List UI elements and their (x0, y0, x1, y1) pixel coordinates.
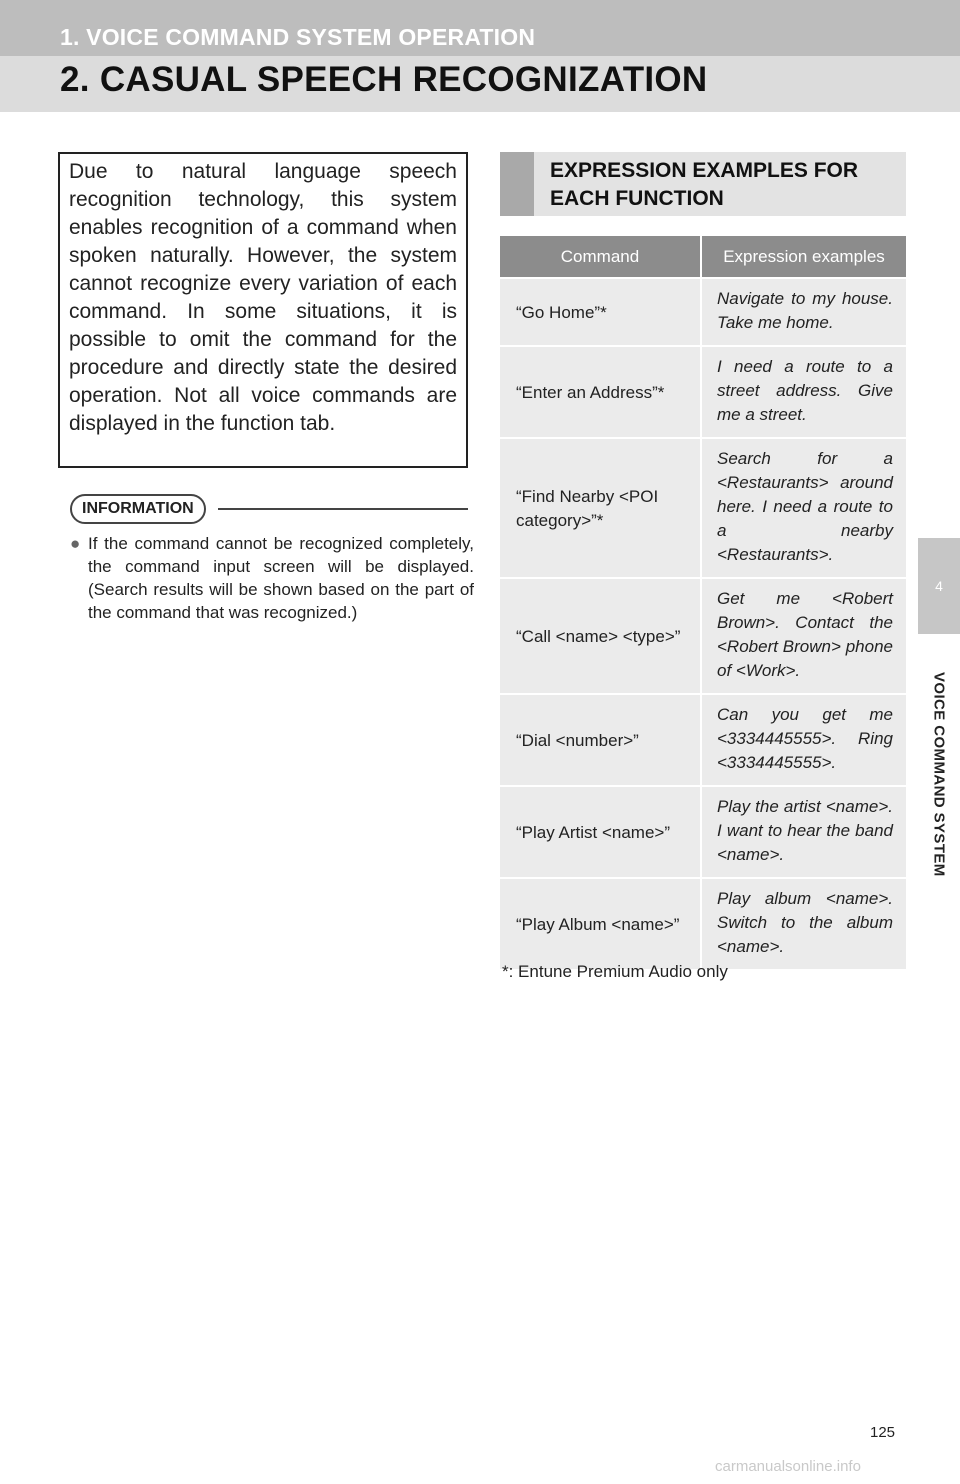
page-header (0, 0, 960, 112)
table-footnote: *: Entune Premium Audio only (502, 962, 728, 981)
expression-table (500, 236, 906, 969)
chapter-tab-number: 4 (918, 538, 960, 634)
table-row (500, 578, 906, 694)
example-cell: I need a route to a street address. Give me a street. (701, 346, 906, 438)
information-item (70, 532, 474, 624)
table-row (500, 878, 906, 969)
bullet-icon: ● (70, 534, 81, 553)
table-row (500, 694, 906, 786)
section-banner (0, 0, 960, 56)
watermark: carmanualsonline.info (715, 1458, 861, 1475)
expression-heading-text: EXPRESSION EXAMPLES FOR EACH FUNCTION (550, 159, 859, 210)
command-cell: “Call <name> <type>” (500, 578, 701, 694)
intro-text: Due to natural language speech recognition technology, this system enables recognition of a command when spoken naturally. However, the system cannot recognize every variation of each command. In some situations, it is possible to omit the command for the procedure and directly state the desired operation. Not all voice commands are displayed in the function tab. (69, 160, 457, 435)
information-text: If the command cannot be recognized completely, the command input screen will be displayed. (Search results will be shown based on the part of the command that was recognized.) (88, 534, 474, 622)
intro-box (58, 152, 468, 468)
command-cell: “Dial <number>” (500, 694, 701, 786)
information-label: INFORMATION (82, 500, 194, 517)
command-cell: “Play Album <name>” (500, 878, 701, 969)
chapter-tab-label-text: VOICE COMMAND SYSTEM (930, 671, 948, 877)
example-cell: Play the artist <name>. I want to hear the band <name>. (701, 786, 906, 878)
page-number: 125 (870, 1424, 896, 1441)
command-cell: “Find Nearby <POI category>”* (500, 438, 701, 578)
example-cell: Play album <name>. Switch to the album <name>. (701, 878, 906, 969)
table-row (500, 346, 906, 438)
example-cell: Navigate to my house. Take me home. (701, 278, 906, 346)
table-row (500, 278, 906, 346)
heading-accent-bar (500, 152, 534, 216)
example-cell: Search for a <Restaurants> around here. I need a route to a nearby <Restaurants>. (701, 438, 906, 578)
column-header-command: Command (500, 236, 701, 278)
command-cell: “Play Artist <name>” (500, 786, 701, 878)
expression-examples-heading (500, 152, 906, 216)
column-header-examples: Expression examples (701, 236, 906, 278)
chapter-tab-label (918, 636, 960, 912)
command-cell: “Go Home”* (500, 278, 701, 346)
command-cell: “Enter an Address”* (500, 346, 701, 438)
information-divider (218, 508, 468, 510)
table-header-row (500, 236, 906, 278)
example-cell: Can you get me <3334445555>. Ring <3334445555>. (701, 694, 906, 786)
table-row (500, 786, 906, 878)
example-cell: Get me <Robert Brown>. Contact the <Robert Brown> phone of <Work>. (701, 578, 906, 694)
information-badge (70, 494, 206, 524)
section-title: 1. VOICE COMMAND SYSTEM OPERATION (60, 24, 536, 50)
table-row (500, 438, 906, 578)
page-title: 2. CASUAL SPEECH RECOGNIZATION (60, 60, 708, 99)
